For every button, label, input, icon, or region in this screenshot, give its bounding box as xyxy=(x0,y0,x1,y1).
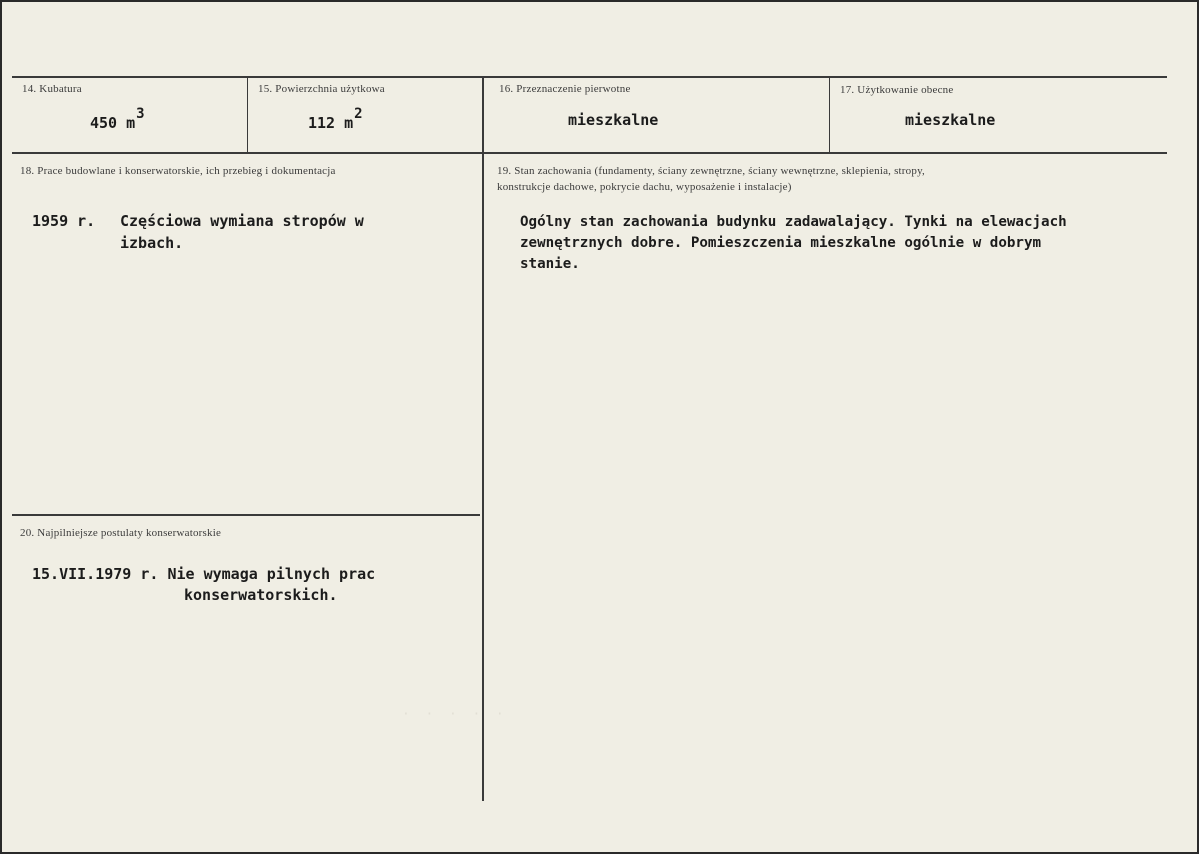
stan-label-line-2: konstrukcje dachowe, pokrycie dachu, wyposażenie i instalacje) xyxy=(497,181,792,193)
prace-year: 1959 r. xyxy=(32,212,96,230)
postulaty-label: 20. Najpilniejsze postulaty konserwatorskie xyxy=(20,527,222,539)
record-card xyxy=(2,2,1197,852)
prace-line-1: Częściowa wymiana stropów w xyxy=(120,212,364,230)
stan-line-1: Ogólny stan zachowania budynku zadawalający. Tynki na elewacjach xyxy=(520,214,1067,230)
powierzchnia-number: 112 m xyxy=(308,114,354,132)
prace-line-2: izbach. xyxy=(120,234,184,252)
kubatura-unit-sup: 3 xyxy=(136,106,145,122)
stan-line-3: stanie. xyxy=(520,256,580,272)
uzytkowanie-value: mieszkalne xyxy=(905,111,996,129)
rule-v-col3 xyxy=(829,77,830,153)
rule-row1-bottom xyxy=(12,152,1167,154)
rule-top xyxy=(12,76,1167,78)
powierzchnia-unit-sup: 2 xyxy=(354,106,363,122)
kubatura-value xyxy=(90,108,145,134)
przeznaczenie-label: 16. Przeznaczenie pierwotne xyxy=(499,83,631,95)
stan-label-line-1: 19. Stan zachowania (fundamenty, ściany zewnętrzne, ściany wewnętrzne, sklepienia, stropy, xyxy=(497,165,926,177)
przeznaczenie-value: mieszkalne xyxy=(568,111,659,129)
stan-line-2: zewnętrznych dobre. Pomieszczenia mieszkalne ogólnie w dobrym xyxy=(520,235,1042,251)
rule-v-col2 xyxy=(482,77,484,801)
powierzchnia-value xyxy=(308,108,363,134)
postulaty-line-2: konserwatorskich. xyxy=(184,586,338,604)
postulaty-line-1: 15.VII.1979 r. Nie wymaga pilnych prac xyxy=(32,565,376,583)
prace-label: 18. Prace budowlane i konserwatorskie, ich przebieg i dokumentacja xyxy=(20,165,336,177)
uzytkowanie-label: 17. Użytkowanie obecne xyxy=(840,84,954,96)
show-through-marks: · · · · · xyxy=(402,707,504,722)
rule-section20-top xyxy=(12,514,480,516)
rule-v-col1 xyxy=(247,77,248,153)
kubatura-label: 14. Kubatura xyxy=(22,83,82,95)
powierzchnia-label: 15. Powierzchnia użytkowa xyxy=(258,83,385,95)
kubatura-number: 450 m xyxy=(90,114,136,132)
